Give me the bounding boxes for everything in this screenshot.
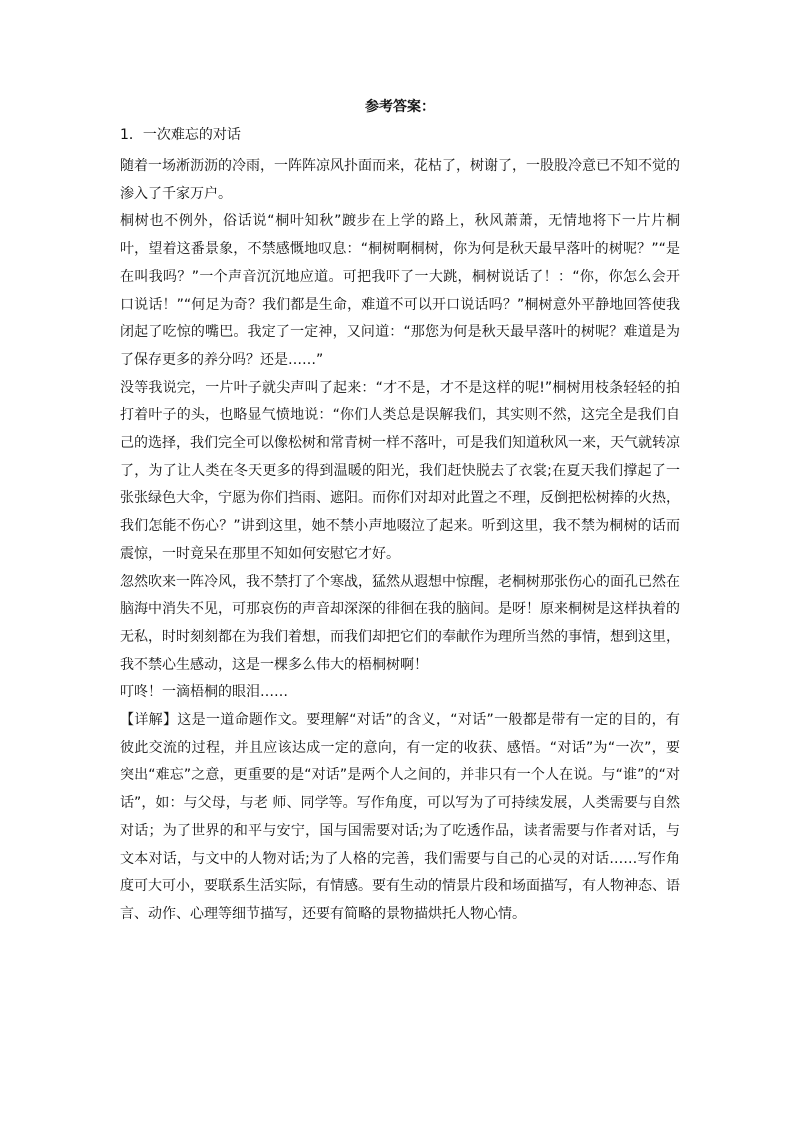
essay-paragraph-4: 忽然吹来一阵冷风，我不禁打了个寒战，猛然从遐想中惊醒，老桐树那张伤心的面孔已然在脑海中消失不见，可那哀伤的声音却深深的徘徊在我的脑间。是呀！原来桐树是这样执着的无私，时时刻刻都在为我们着想，而我们却把它们的奉献作为理所当然的事情，想到这里，我不禁心生感动，这是一棵多么伟大的梧桐树啊！: [120, 573, 680, 673]
essay-paragraph-1: 随着一场淅沥沥的冷雨，一阵阵凉风扑面而来，花枯了，树谢了，一股股冷意已不知不觉的渗入了千家万户。: [120, 158, 680, 202]
document-content: [120, 98, 680, 929]
essay-paragraph-3: 没等我说完，一片叶子就尖声叫了起来：“才不是，才不是这样的呢!”桐树用枝条轻轻的拍打着叶子的头，也略显气愤地说：“你们人类总是误解我们，其实则不然，这完全是我们自己的选择，我们完全可以像松树和常青树一样不落叶，可是我们知道秋风一来，天气就转凉了，为了让人类在冬天更多的得到温暖的阳光，我们赶快脱去了衣裳;在夏天我们撑起了一张张绿色大伞，宁愿为你们挡雨、遮阳。而你们对却对此置之不理，反倒把松树捧的火热，我们怎能不伤心？”讲到这里，她不禁小声地啜泣了起来。听到这里，我不禁为桐树的话而震惊，一时竟呆在那里不知如何安慰它才好。: [120, 379, 680, 562]
essay-paragraph-5: 叮咚！一滴梧桐的眼泪……: [120, 684, 288, 701]
essay-paragraph-2: 桐树也不例外，俗话说“桐叶知秋”踱步在上学的路上，秋风萧萧，无情地将下一片片桐叶，望着这番景象，不禁感慨地叹息：“桐树啊桐树，你为何是秋天最早落叶的树呢？”“是在叫我吗？”一个声音沉沉地应道。可把我吓了一大跳，桐树说话了！：“你，你怎么会开口说话！”“何足为奇？我们都是生命，难道不可以开口说话吗？”桐树意外平静地回答使我闭起了吃惊的嘴巴。我定了一定神，又问道：“那您为何是秋天最早落叶的树呢？难道是为了保存更多的养分吗？还是……”: [120, 213, 680, 368]
essay-title: 1．一次难忘的对话: [120, 127, 241, 143]
answer-heading: 参考答案：: [365, 99, 435, 115]
explanation-paragraph: 【详解】这是一道命题作文。要理解“对话”的含义，“对话”一般都是带有一定的目的，有彼此交流的过程，并且应该达成一定的意向，有一定的收获、感悟。“对话”为“一次”，要突出“难忘”之意，更重要的是“对话”是两个人之间的，并非只有一个人在说。与“谁”的“对话”，如：与父母，与老 师、同学等。写作角度，可以写为了可持续发展，人类需要与自然对话；为了世界的和平与安宁，国与国需要对话;为了吃透作品，读者需要与作者对话，与文本对话，与文中的人物对话;为了人格的完善，我们需要与自己的心灵的对话……写作角度可大可小，要联系生活实际，有情感。要有生动的情景片段和场面描写，有人物神态、语言、动作、心理等细节描写，还要有简略的景物描烘托人物心情。: [120, 712, 680, 922]
